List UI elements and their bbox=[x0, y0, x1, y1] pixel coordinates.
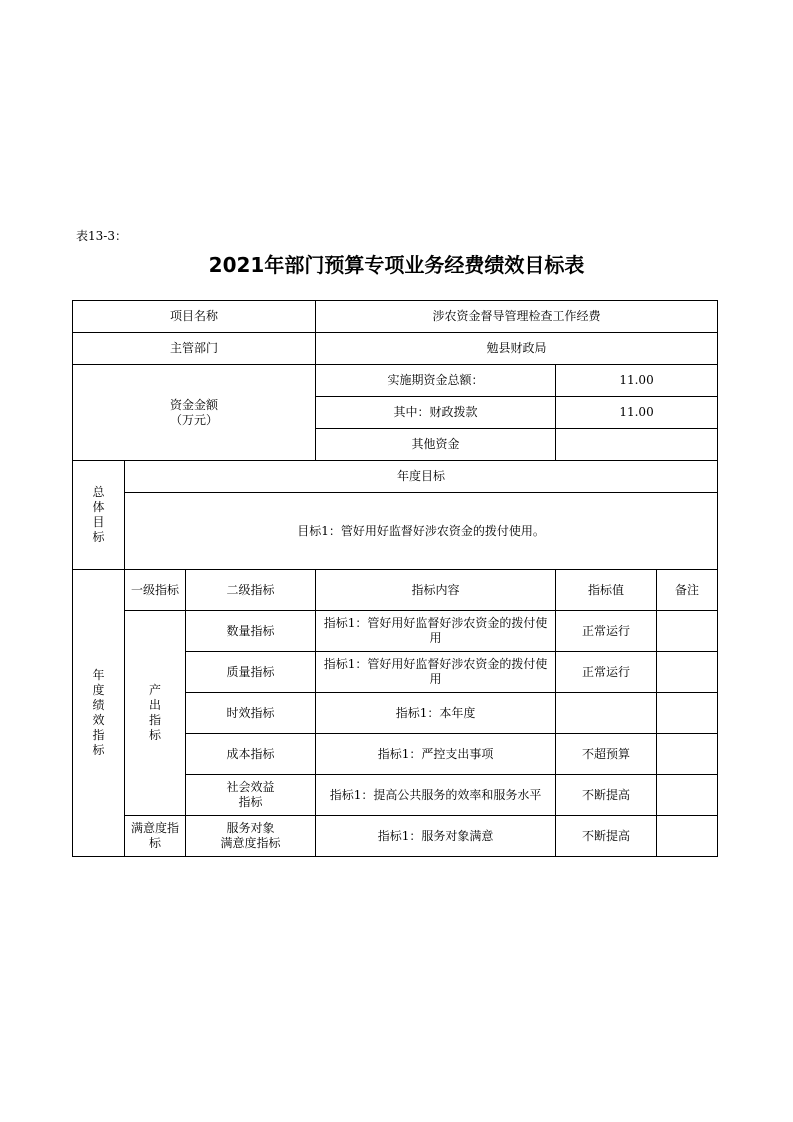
satisfaction-value: 不断提高 bbox=[556, 816, 657, 857]
funds-label bbox=[73, 365, 316, 461]
annual-goal-header: 年度目标 bbox=[125, 461, 718, 493]
indicator-value: 不超预算 bbox=[556, 734, 657, 775]
annual-indicators-side-label: 年度绩效指标 bbox=[73, 570, 125, 857]
indicator-content: 指标1：严控支出事项 bbox=[316, 734, 556, 775]
satisfaction-level2-line2: 满意度指标 bbox=[220, 836, 281, 850]
table-row bbox=[73, 816, 718, 857]
indicator-value: 正常运行 bbox=[556, 611, 657, 652]
table-number-label: 表13-3： bbox=[76, 229, 127, 243]
indicator-level2: 成本指标 bbox=[186, 734, 316, 775]
indicator-level2: 时效指标 bbox=[186, 693, 316, 734]
satisfaction-level1-line1: 满意度指 bbox=[130, 821, 179, 835]
satisfaction-note bbox=[657, 816, 718, 857]
annual-goal-content: 目标1：管好用好监督好涉农资金的拨付使用。 bbox=[125, 493, 718, 570]
indicator-content: 指标1：管好用好监督好涉农资金的拨付使用 bbox=[316, 611, 556, 652]
row-indicator-headers bbox=[73, 570, 718, 611]
header-content: 指标内容 bbox=[316, 570, 556, 611]
page-title: 2021年部门预算专项业务经费绩效目标表 bbox=[208, 253, 585, 277]
project-name-label: 项目名称 bbox=[73, 301, 316, 333]
project-name-value: 涉农资金督导管理检查工作经费 bbox=[316, 301, 718, 333]
indicator-value: 不断提高 bbox=[556, 775, 657, 816]
indicator-content: 指标1：本年度 bbox=[316, 693, 556, 734]
funds-other-value bbox=[556, 429, 718, 461]
row-project-name bbox=[73, 301, 718, 333]
satisfaction-level1-line2: 标 bbox=[148, 836, 161, 850]
row-goal-content bbox=[73, 493, 718, 570]
indicator-level2 bbox=[186, 775, 316, 816]
satisfaction-level2-line1: 服务对象 bbox=[226, 821, 275, 835]
indicator-value: 正常运行 bbox=[556, 652, 657, 693]
indicator-content: 指标1：管好用好监督好涉农资金的拨付使用 bbox=[316, 652, 556, 693]
header-level1: 一级指标 bbox=[125, 570, 186, 611]
header-value: 指标值 bbox=[556, 570, 657, 611]
funds-label-line1: 资金金额 bbox=[170, 397, 219, 412]
department-value: 勉县财政局 bbox=[316, 333, 718, 365]
indicator-content: 指标1：提高公共服务的效率和服务水平 bbox=[316, 775, 556, 816]
satisfaction-level1 bbox=[125, 816, 186, 857]
indicator-level2: 质量指标 bbox=[186, 652, 316, 693]
department-label: 主管部门 bbox=[73, 333, 316, 365]
table-row bbox=[73, 611, 718, 652]
funds-fiscal-value: 11.00 bbox=[556, 397, 718, 429]
indicator-level2-line2: 指标 bbox=[238, 795, 263, 809]
header-note: 备注 bbox=[657, 570, 718, 611]
funds-total-value: 11.00 bbox=[556, 365, 718, 397]
indicator-note bbox=[657, 734, 718, 775]
satisfaction-level2 bbox=[186, 816, 316, 857]
funds-fiscal-label: 其中：财政拨款 bbox=[316, 397, 556, 429]
indicator-value bbox=[556, 693, 657, 734]
indicator-note bbox=[657, 611, 718, 652]
indicator-note bbox=[657, 693, 718, 734]
header-level2: 二级指标 bbox=[186, 570, 316, 611]
funds-other-label: 其他资金 bbox=[316, 429, 556, 461]
funds-total-label: 实施期资金总额： bbox=[316, 365, 556, 397]
satisfaction-content: 指标1：服务对象满意 bbox=[316, 816, 556, 857]
funds-label-line2: （万元） bbox=[170, 412, 219, 427]
indicator-level2-line1: 社会效益 bbox=[226, 780, 275, 794]
indicator-note bbox=[657, 652, 718, 693]
indicator-level2: 数量指标 bbox=[186, 611, 316, 652]
row-department bbox=[73, 333, 718, 365]
overall-goal-side-label: 总体目标 bbox=[73, 461, 125, 570]
performance-target-table bbox=[72, 300, 718, 857]
output-indicators-label: 产出指标 bbox=[125, 611, 186, 816]
indicator-note bbox=[657, 775, 718, 816]
row-funds-total bbox=[73, 365, 718, 397]
row-goal-header bbox=[73, 461, 718, 493]
